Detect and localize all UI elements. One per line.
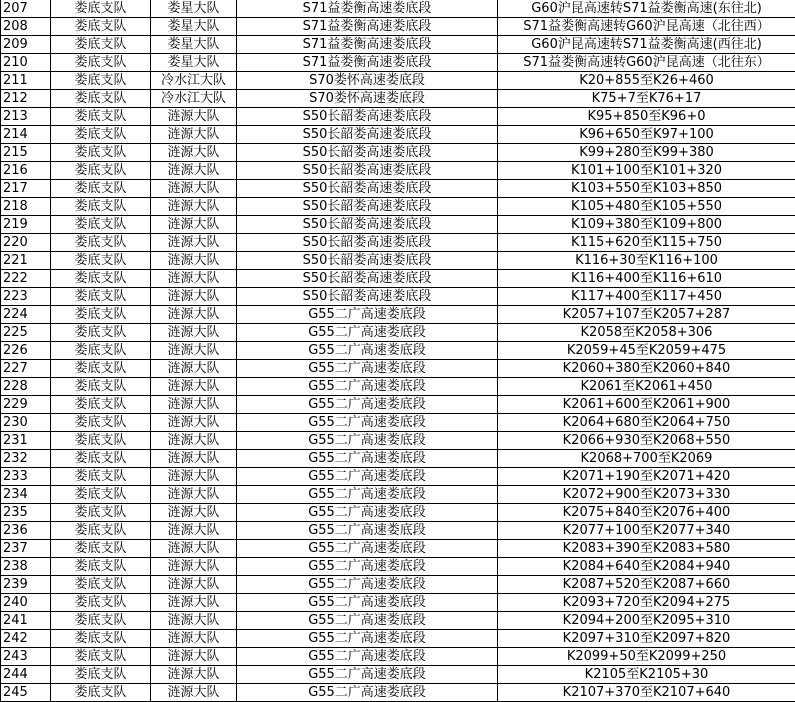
table-row [1, 288, 795, 306]
brigade-cell: 涟源大队 [151, 306, 237, 324]
brigade-cell: 涟源大队 [151, 432, 237, 450]
table-row [1, 234, 795, 252]
table-row [1, 324, 795, 342]
row-number-cell: 234 [1, 486, 51, 504]
detachment-cell: 娄底支队 [51, 414, 151, 432]
highway-section-cell: S50长韶娄高速娄底段 [237, 234, 498, 252]
detachment-cell: 娄底支队 [51, 486, 151, 504]
row-number-cell: 232 [1, 450, 51, 468]
brigade-cell: 涟源大队 [151, 234, 237, 252]
row-number-cell: 217 [1, 180, 51, 198]
road-segment-cell: K96+650至K97+100 [498, 126, 795, 144]
table-row [1, 414, 795, 432]
highway-section-cell: G55二广高速娄底段 [237, 504, 498, 522]
road-segment-cell: K116+400至K116+610 [498, 270, 795, 288]
table-row [1, 90, 795, 108]
highway-section-cell: G55二广高速娄底段 [237, 450, 498, 468]
brigade-cell: 涟源大队 [151, 576, 237, 594]
detachment-cell: 娄底支队 [51, 144, 151, 162]
highway-section-cell: G55二广高速娄底段 [237, 468, 498, 486]
brigade-cell: 涟源大队 [151, 414, 237, 432]
table-body [1, 0, 795, 702]
table-row [1, 36, 795, 54]
row-number-cell: 240 [1, 594, 51, 612]
detachment-cell: 娄底支队 [51, 252, 151, 270]
detachment-cell: 娄底支队 [51, 162, 151, 180]
brigade-cell: 涟源大队 [151, 648, 237, 666]
row-number-cell: 226 [1, 342, 51, 360]
detachment-cell: 娄底支队 [51, 90, 151, 108]
row-number-cell: 239 [1, 576, 51, 594]
brigade-cell: 娄星大队 [151, 18, 237, 36]
road-segment-cell: K117+400至K117+450 [498, 288, 795, 306]
highway-section-cell: S50长韶娄高速娄底段 [237, 180, 498, 198]
road-segment-cell: K2061至K2061+450 [498, 378, 795, 396]
brigade-cell: 涟源大队 [151, 504, 237, 522]
brigade-cell: 涟源大队 [151, 486, 237, 504]
road-segment-cell: K109+380至K109+800 [498, 216, 795, 234]
detachment-cell: 娄底支队 [51, 36, 151, 54]
road-segment-cell: K2059+45至K2059+475 [498, 342, 795, 360]
road-segment-cell: K115+620至K115+750 [498, 234, 795, 252]
detachment-cell: 娄底支队 [51, 72, 151, 90]
highway-section-cell: G55二广高速娄底段 [237, 612, 498, 630]
highway-section-cell: G55二广高速娄底段 [237, 342, 498, 360]
highway-section-cell: G55二广高速娄底段 [237, 630, 498, 648]
table-row [1, 630, 795, 648]
table-row [1, 666, 795, 684]
road-segment-cell: K2060+380至K2060+840 [498, 360, 795, 378]
brigade-cell: 涟源大队 [151, 558, 237, 576]
row-number-cell: 210 [1, 54, 51, 72]
brigade-cell: 娄星大队 [151, 36, 237, 54]
detachment-cell: 娄底支队 [51, 450, 151, 468]
brigade-cell: 涟源大队 [151, 252, 237, 270]
table-row [1, 432, 795, 450]
detachment-cell: 娄底支队 [51, 396, 151, 414]
road-segment-cell: K20+855至K26+460 [498, 72, 795, 90]
highway-section-cell: S50长韶娄高速娄底段 [237, 162, 498, 180]
detachment-cell: 娄底支队 [51, 576, 151, 594]
highway-section-cell: G55二广高速娄底段 [237, 414, 498, 432]
detachment-cell: 娄底支队 [51, 648, 151, 666]
road-segment-cell: S71益娄衡高速转G60沪昆高速（北往西） [498, 18, 795, 36]
row-number-cell: 213 [1, 108, 51, 126]
brigade-cell: 涟源大队 [151, 396, 237, 414]
brigade-cell: 涟源大队 [151, 684, 237, 702]
highway-section-cell: G55二广高速娄底段 [237, 594, 498, 612]
highway-section-cell: G55二广高速娄底段 [237, 666, 498, 684]
highway-section-cell: S71益娄衡高速娄底段 [237, 54, 498, 72]
row-number-cell: 244 [1, 666, 51, 684]
table-row [1, 72, 795, 90]
table-row [1, 180, 795, 198]
table-row [1, 504, 795, 522]
row-number-cell: 233 [1, 468, 51, 486]
brigade-cell: 涟源大队 [151, 540, 237, 558]
table-row [1, 540, 795, 558]
road-segment-cell: K2077+100至K2077+340 [498, 522, 795, 540]
row-number-cell: 228 [1, 378, 51, 396]
highway-section-cell: G55二广高速娄底段 [237, 378, 498, 396]
detachment-cell: 娄底支队 [51, 504, 151, 522]
table-row [1, 306, 795, 324]
brigade-cell: 涟源大队 [151, 450, 237, 468]
detachment-cell: 娄底支队 [51, 558, 151, 576]
table-row [1, 450, 795, 468]
road-segment-cell: K2064+680至K2064+750 [498, 414, 795, 432]
table-row [1, 270, 795, 288]
detachment-cell: 娄底支队 [51, 108, 151, 126]
table-row [1, 594, 795, 612]
highway-section-cell: G55二广高速娄底段 [237, 432, 498, 450]
road-segment-cell: K2093+720至K2094+275 [498, 594, 795, 612]
detachment-cell: 娄底支队 [51, 288, 151, 306]
row-number-cell: 227 [1, 360, 51, 378]
table-row [1, 54, 795, 72]
brigade-cell: 涟源大队 [151, 108, 237, 126]
detachment-cell: 娄底支队 [51, 360, 151, 378]
brigade-cell: 涟源大队 [151, 216, 237, 234]
brigade-cell: 涟源大队 [151, 270, 237, 288]
row-number-cell: 235 [1, 504, 51, 522]
detachment-cell: 娄底支队 [51, 234, 151, 252]
row-number-cell: 229 [1, 396, 51, 414]
road-segment-cell: K75+7至K76+17 [498, 90, 795, 108]
road-segment-cell: K95+850至K96+0 [498, 108, 795, 126]
brigade-cell: 娄星大队 [151, 54, 237, 72]
detachment-cell: 娄底支队 [51, 522, 151, 540]
brigade-cell: 涟源大队 [151, 144, 237, 162]
highway-section-cell: S50长韶娄高速娄底段 [237, 252, 498, 270]
road-segment-cell: K2066+930至K2068+550 [498, 432, 795, 450]
row-number-cell: 215 [1, 144, 51, 162]
table-row [1, 144, 795, 162]
road-segment-cell: K2071+190至K2071+420 [498, 468, 795, 486]
road-segment-cell: K2075+840至K2076+400 [498, 504, 795, 522]
highway-section-cell: G55二广高速娄底段 [237, 486, 498, 504]
row-number-cell: 225 [1, 324, 51, 342]
road-segment-cell: K103+550至K103+850 [498, 180, 795, 198]
brigade-cell: 涟源大队 [151, 666, 237, 684]
road-segment-cell: K2087+520至K2087+660 [498, 576, 795, 594]
road-segment-cell: K2097+310至K2097+820 [498, 630, 795, 648]
highway-section-cell: G55二广高速娄底段 [237, 576, 498, 594]
row-number-cell: 216 [1, 162, 51, 180]
highway-section-cell: G55二广高速娄底段 [237, 648, 498, 666]
row-number-cell: 212 [1, 90, 51, 108]
detachment-cell: 娄底支队 [51, 198, 151, 216]
highway-section-cell: S50长韶娄高速娄底段 [237, 198, 498, 216]
road-segment-cell: K2107+370至K2107+640 [498, 684, 795, 702]
table-row [1, 18, 795, 36]
table-row [1, 612, 795, 630]
road-segment-cell: K116+30至K116+100 [498, 252, 795, 270]
detachment-cell: 娄底支队 [51, 306, 151, 324]
road-segment-cell: K2061+600至K2061+900 [498, 396, 795, 414]
road-segment-cell: K2094+200至K2095+310 [498, 612, 795, 630]
road-segment-cell: K99+280至K99+380 [498, 144, 795, 162]
detachment-cell: 娄底支队 [51, 0, 151, 18]
row-number-cell: 241 [1, 612, 51, 630]
table-row [1, 108, 795, 126]
highway-section-cell: G55二广高速娄底段 [237, 324, 498, 342]
detachment-cell: 娄底支队 [51, 540, 151, 558]
brigade-cell: 涟源大队 [151, 126, 237, 144]
table-row [1, 648, 795, 666]
brigade-cell: 涟源大队 [151, 360, 237, 378]
row-number-cell: 238 [1, 558, 51, 576]
row-number-cell: 222 [1, 270, 51, 288]
highway-section-cell: G55二广高速娄底段 [237, 306, 498, 324]
table-row [1, 522, 795, 540]
highway-section-cell: S70娄怀高速娄底段 [237, 72, 498, 90]
road-segment-cell: G60沪昆高速转S71益娄衡高速(西往北) [498, 36, 795, 54]
table-row [1, 396, 795, 414]
road-segment-cell: K2072+900至K2073+330 [498, 486, 795, 504]
table-row [1, 162, 795, 180]
row-number-cell: 220 [1, 234, 51, 252]
table-row [1, 576, 795, 594]
road-segment-cell: K2058至K2058+306 [498, 324, 795, 342]
highway-section-cell: G55二广高速娄底段 [237, 522, 498, 540]
row-number-cell: 209 [1, 36, 51, 54]
brigade-cell: 涟源大队 [151, 594, 237, 612]
table-row [1, 0, 795, 18]
row-number-cell: 214 [1, 126, 51, 144]
row-number-cell: 230 [1, 414, 51, 432]
table-row [1, 486, 795, 504]
table-row [1, 360, 795, 378]
table-row [1, 558, 795, 576]
road-segment-cell: K2084+640至K2084+940 [498, 558, 795, 576]
highway-section-cell: G55二广高速娄底段 [237, 684, 498, 702]
highway-section-cell: S50长韶娄高速娄底段 [237, 144, 498, 162]
highway-section-cell: S71益娄衡高速娄底段 [237, 36, 498, 54]
road-segment-cell: K2068+700至K2069 [498, 450, 795, 468]
highway-section-cell: G55二广高速娄底段 [237, 360, 498, 378]
detachment-cell: 娄底支队 [51, 180, 151, 198]
detachment-cell: 娄底支队 [51, 468, 151, 486]
brigade-cell: 涟源大队 [151, 630, 237, 648]
road-segment-cell: G60沪昆高速转S71益娄衡高速(东往北) [498, 0, 795, 18]
detachment-cell: 娄底支队 [51, 216, 151, 234]
table-row [1, 378, 795, 396]
table-row [1, 252, 795, 270]
road-segment-cell: K2099+50至K2099+250 [498, 648, 795, 666]
row-number-cell: 208 [1, 18, 51, 36]
detachment-cell: 娄底支队 [51, 594, 151, 612]
table-row [1, 126, 795, 144]
road-segment-cell: K105+480至K105+550 [498, 198, 795, 216]
detachment-cell: 娄底支队 [51, 378, 151, 396]
road-segment-cell: S71益娄衡高速转G60沪昆高速（北往东） [498, 54, 795, 72]
brigade-cell: 冷水江大队 [151, 90, 237, 108]
detachment-cell: 娄底支队 [51, 630, 151, 648]
highway-section-cell: G55二广高速娄底段 [237, 558, 498, 576]
highway-section-cell: S71益娄衡高速娄底段 [237, 18, 498, 36]
table-row [1, 342, 795, 360]
detachment-cell: 娄底支队 [51, 54, 151, 72]
detachment-cell: 娄底支队 [51, 612, 151, 630]
highway-section-cell: G55二广高速娄底段 [237, 396, 498, 414]
highway-section-cell: G55二广高速娄底段 [237, 540, 498, 558]
row-number-cell: 218 [1, 198, 51, 216]
brigade-cell: 涟源大队 [151, 342, 237, 360]
row-number-cell: 223 [1, 288, 51, 306]
brigade-cell: 娄星大队 [151, 0, 237, 18]
brigade-cell: 涟源大队 [151, 378, 237, 396]
brigade-cell: 涟源大队 [151, 198, 237, 216]
row-number-cell: 243 [1, 648, 51, 666]
road-segment-cell: K2105至K2105+30 [498, 666, 795, 684]
table-row [1, 684, 795, 702]
brigade-cell: 涟源大队 [151, 180, 237, 198]
row-number-cell: 207 [1, 0, 51, 18]
detachment-cell: 娄底支队 [51, 342, 151, 360]
table-row [1, 216, 795, 234]
table-row [1, 198, 795, 216]
road-segment-cell: K2083+390至K2083+580 [498, 540, 795, 558]
detachment-cell: 娄底支队 [51, 270, 151, 288]
row-number-cell: 219 [1, 216, 51, 234]
row-number-cell: 231 [1, 432, 51, 450]
row-number-cell: 237 [1, 540, 51, 558]
brigade-cell: 涟源大队 [151, 288, 237, 306]
brigade-cell: 涟源大队 [151, 468, 237, 486]
row-number-cell: 245 [1, 684, 51, 702]
row-number-cell: 224 [1, 306, 51, 324]
brigade-cell: 冷水江大队 [151, 72, 237, 90]
row-number-cell: 242 [1, 630, 51, 648]
highway-section-cell: S71益娄衡高速娄底段 [237, 0, 498, 18]
highway-section-cell: S50长韶娄高速娄底段 [237, 108, 498, 126]
table-row [1, 468, 795, 486]
brigade-cell: 涟源大队 [151, 324, 237, 342]
detachment-cell: 娄底支队 [51, 666, 151, 684]
brigade-cell: 涟源大队 [151, 522, 237, 540]
detachment-cell: 娄底支队 [51, 126, 151, 144]
road-segment-cell: K2057+107至K2057+287 [498, 306, 795, 324]
highway-section-cell: S70娄怀高速娄底段 [237, 90, 498, 108]
detachment-cell: 娄底支队 [51, 18, 151, 36]
row-number-cell: 221 [1, 252, 51, 270]
row-number-cell: 211 [1, 72, 51, 90]
highway-section-cell: S50长韶娄高速娄底段 [237, 216, 498, 234]
brigade-cell: 涟源大队 [151, 162, 237, 180]
highway-section-cell: S50长韶娄高速娄底段 [237, 288, 498, 306]
highway-section-cell: S50长韶娄高速娄底段 [237, 270, 498, 288]
row-number-cell: 236 [1, 522, 51, 540]
detachment-cell: 娄底支队 [51, 324, 151, 342]
brigade-cell: 涟源大队 [151, 612, 237, 630]
road-segment-cell: K101+100至K101+320 [498, 162, 795, 180]
detachment-cell: 娄底支队 [51, 684, 151, 702]
highway-section-cell: S50长韶娄高速娄底段 [237, 126, 498, 144]
detachment-cell: 娄底支队 [51, 432, 151, 450]
